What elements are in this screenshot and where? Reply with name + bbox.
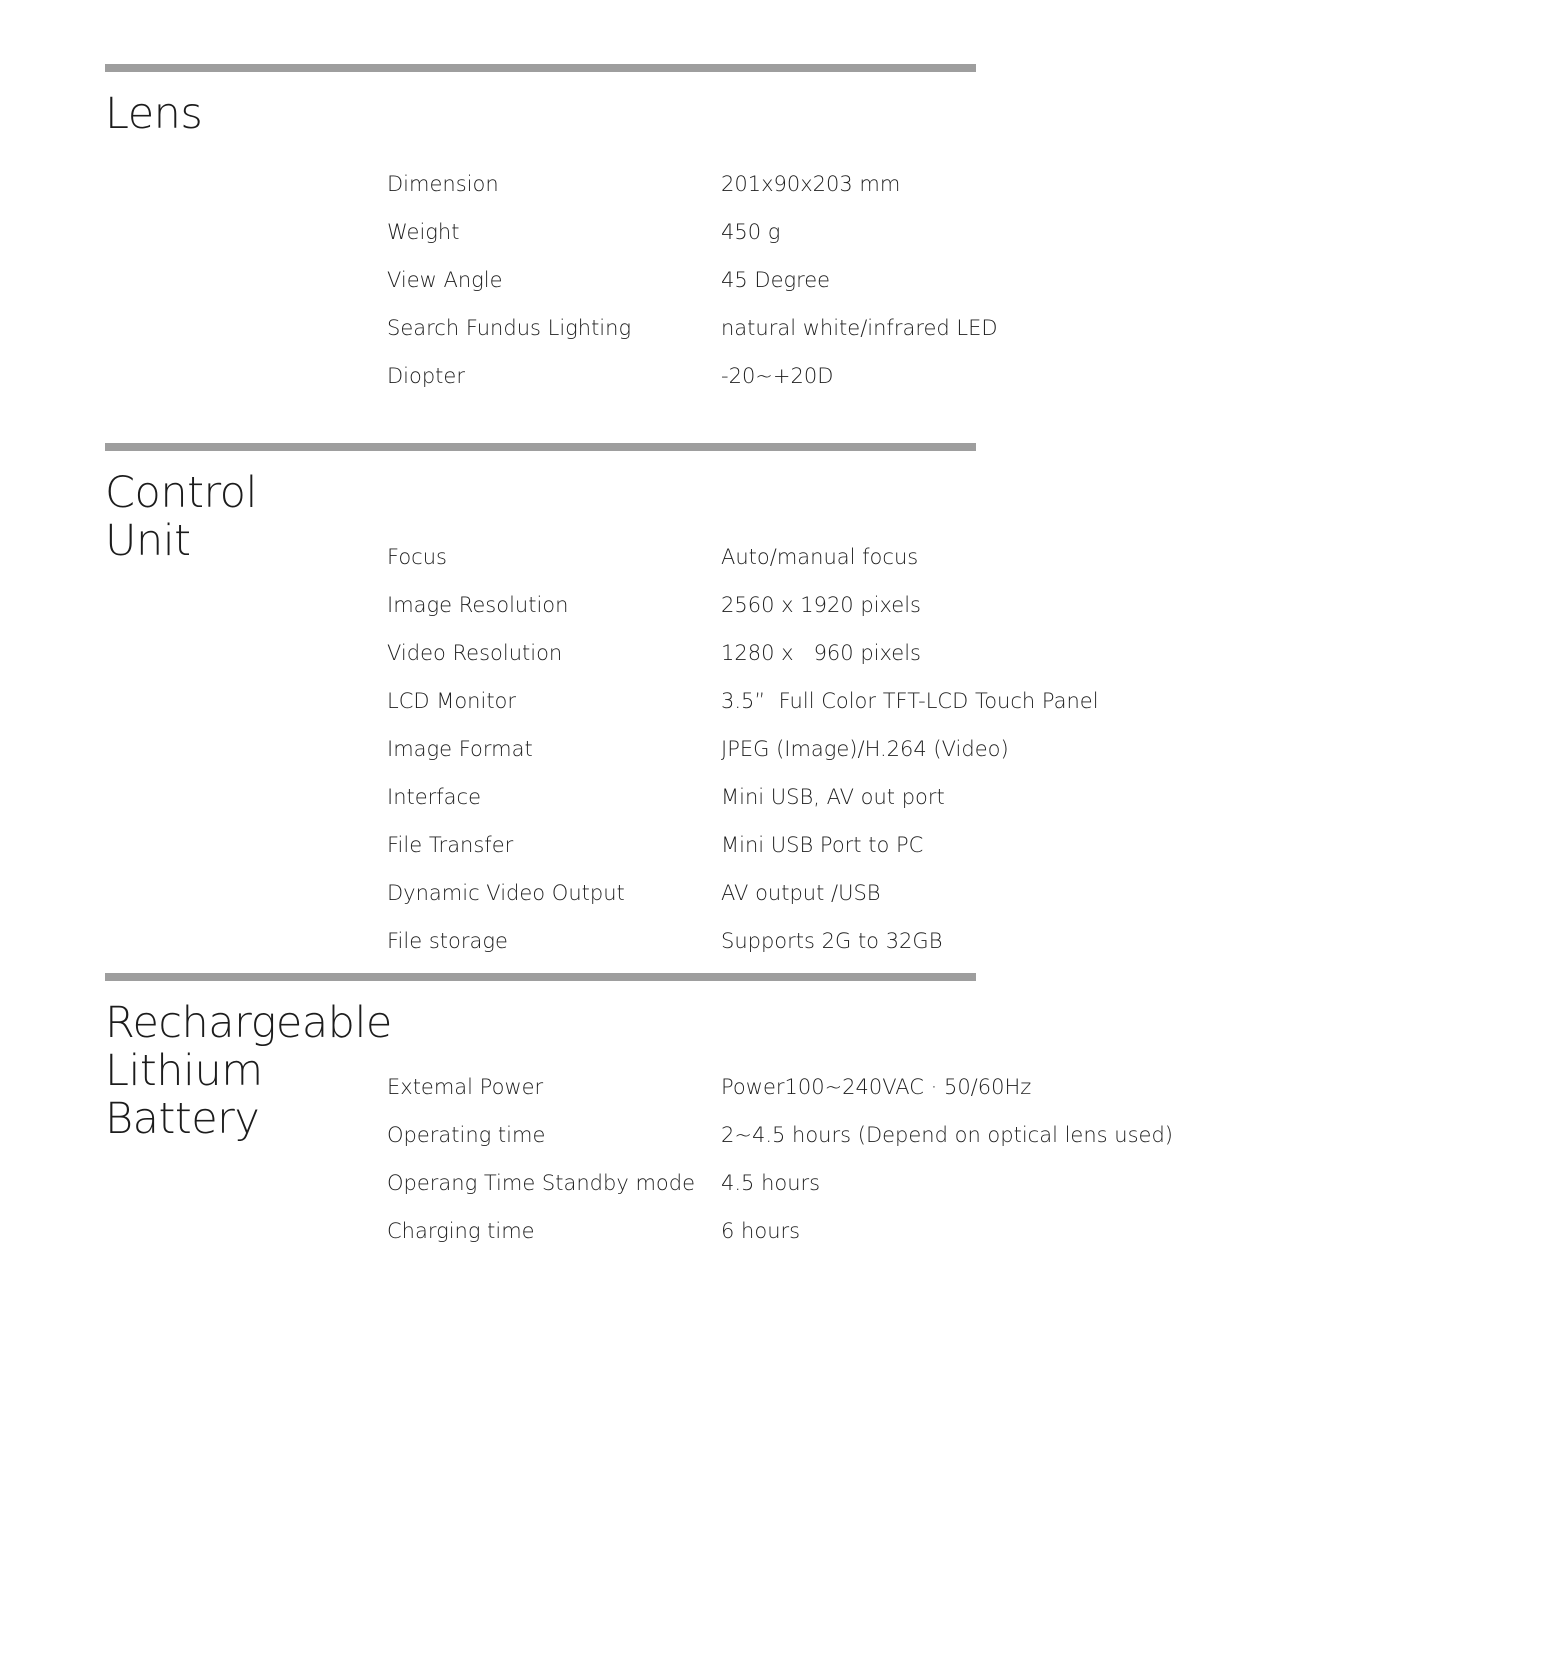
spec-label: Operating time — [387, 1123, 546, 1147]
spec-value: 45 Degree — [721, 268, 831, 292]
spec-value: 201x90x203 mm — [721, 172, 901, 196]
spec-label: Dynamic Video Output — [387, 881, 625, 905]
spec-label: Interface — [387, 785, 482, 809]
spec-row — [0, 831, 1560, 879]
spec-value: 2~4.5 hours (Depend on optical lens used) — [721, 1123, 1173, 1147]
spec-label: View Angle — [387, 268, 503, 292]
spec-row — [0, 1217, 1560, 1265]
spec-value: 2560 x 1920 pixels — [721, 593, 921, 617]
spec-row — [0, 218, 1560, 266]
spec-value: Auto/manual focus — [721, 545, 919, 569]
spec-row — [0, 170, 1560, 218]
spec-label: Charging time — [387, 1219, 535, 1243]
section-title: Lens — [105, 89, 203, 139]
spec-label: Dimension — [387, 172, 499, 196]
spec-label: Weight — [387, 220, 460, 244]
spec-label: Extemal Power — [387, 1075, 544, 1099]
spec-label: Search Fundus Lighting — [387, 316, 632, 340]
spec-value: 6 hours — [721, 1219, 801, 1243]
spec-value: AV output /USB — [721, 881, 881, 905]
section-divider — [105, 973, 976, 981]
spec-row — [0, 735, 1560, 783]
spec-value: natural white/infrared LED — [721, 316, 998, 340]
spec-row — [0, 1073, 1560, 1121]
spec-value: Supports 2G to 32GB — [721, 929, 943, 953]
spec-label: Focus — [387, 545, 447, 569]
spec-row — [0, 639, 1560, 687]
spec-label: Video Resolution — [387, 641, 563, 665]
spec-row — [0, 879, 1560, 927]
spec-row — [0, 783, 1560, 831]
spec-label: File Transfer — [387, 833, 514, 857]
spec-row — [0, 266, 1560, 314]
spec-value: Mini USB, AV out port — [721, 785, 945, 809]
spec-label: Image Format — [387, 737, 533, 761]
spec-value: Power100~240VAC · 50/60Hz — [721, 1075, 1032, 1099]
section-title: Rechargeable Lithium Battery — [105, 998, 392, 1144]
spec-value: 4.5 hours — [721, 1171, 821, 1195]
spec-label: Diopter — [387, 364, 465, 388]
section-divider — [105, 443, 976, 451]
section-divider — [105, 64, 976, 72]
spec-label: Image Resolution — [387, 593, 569, 617]
spec-row — [0, 543, 1560, 591]
spec-row — [0, 1169, 1560, 1217]
spec-value: Mini USB Port to PC — [721, 833, 924, 857]
spec-row — [0, 314, 1560, 362]
spec-row — [0, 362, 1560, 410]
spec-label: Operang Time Standby mode — [387, 1171, 695, 1195]
spec-value: -20~+20D — [721, 364, 834, 388]
spec-label: File storage — [387, 929, 508, 953]
spec-value: 1280 x 960 pixels — [721, 641, 921, 665]
spec-row — [0, 687, 1560, 735]
spec-value: 3.5” Full Color TFT-LCD Touch Panel — [721, 689, 1099, 713]
spec-label: LCD Monitor — [387, 689, 517, 713]
spec-row — [0, 591, 1560, 639]
spec-row — [0, 927, 1560, 975]
spec-value: 450 g — [721, 220, 781, 244]
section-title: Control Unit — [105, 468, 257, 566]
spec-row — [0, 1121, 1560, 1169]
spec-value: JPEG (Image)/H.264 (Video) — [721, 737, 1009, 761]
